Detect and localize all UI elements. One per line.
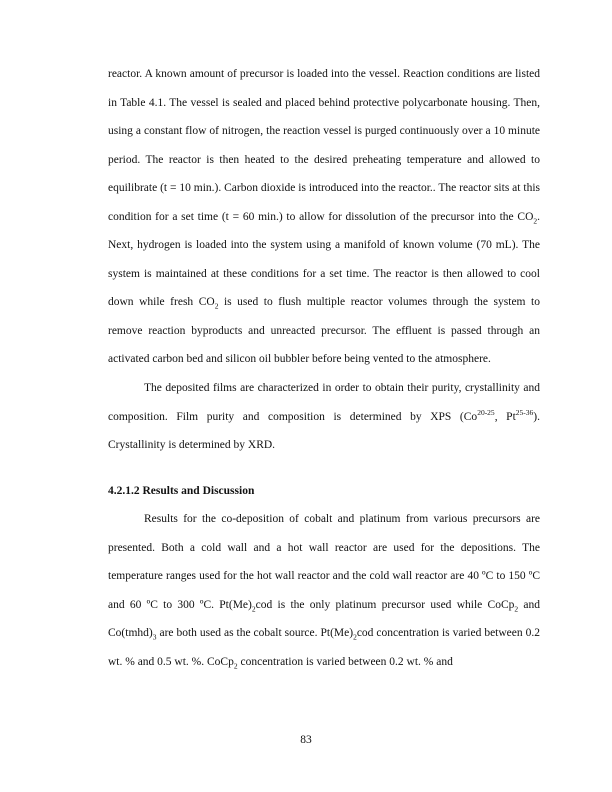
text-run: ). Crystallinity is determined by XRD.	[108, 410, 540, 452]
paragraph-results	[108, 505, 540, 676]
citation-superscript: 20-25	[477, 407, 495, 417]
subscript: 2	[514, 604, 519, 614]
text-run: is used to flush multiple reactor volumes through the system to remove reaction byproducts and unreacted precursor. The effluent is passed through an activated carbon bed and silicon oil bubbler before being vented to the atmosphere.	[108, 296, 540, 366]
text-run: are both used as the cobalt source. Pt(Me)	[156, 627, 354, 640]
text-run: and Co(tmhd)	[108, 598, 541, 640]
text-run: cod concentration is varied between 0.2 wt. % and 0.5 wt. %. CoCp	[108, 627, 540, 668]
subscript: 2	[214, 301, 219, 311]
paragraph-reactor-procedure	[108, 60, 540, 374]
subscript: 2	[251, 604, 256, 614]
subscript: 3	[152, 632, 157, 642]
subscript: 2	[353, 632, 357, 642]
section-heading: 4.2.1.2 Results and Discussion	[108, 484, 255, 497]
subscript: 2	[533, 216, 538, 226]
paragraph-characterization	[108, 374, 540, 460]
text-run: The deposited films are characterized in order to obtain their purity, crystallinity and composition. Film purity and composition is determined by XPS (Co	[108, 382, 540, 423]
text-run: , Pt	[494, 410, 516, 423]
text-run: cod is the only platinum precursor used while CoCp	[255, 598, 515, 611]
text-run: . Next, hydrogen is loaded into the system using a manifold of known volume (70 mL). The system is maintained at these conditions for a set time. The reactor is then allowed to cool down while fresh CO	[108, 210, 540, 309]
citation-superscript: 25-36	[515, 407, 534, 417]
text-run: reactor. A known amount of precursor is loaded into the vessel. Reaction conditions are listed in Table 4.1. The vessel is sealed and placed behind protective polycarbonate housing. Then, using a constant flow of nitrogen, the reaction vessel is purged continuously over a 10 minute period. The reactor is then heated to the desired preheating temperature and allowed to equilibrate (t = 10 min.). Carbon dioxide is introduced into the reactor.. The reactor sits at this condition for a set time (t = 60 min.) to allow for dissolution of the precursor into the CO	[108, 68, 540, 223]
text-run: concentration is varied between 0.2 wt. % and	[237, 655, 453, 668]
subscript: 2	[233, 661, 238, 671]
text-run: Results for the co-deposition of cobalt and platinum from various precursors are presented. Both a cold wall and a hot wall reactor are used for the depositions. The temperature ranges used for the hot wall reactor and the cold wall reactor are 40 ºC to 150 ºC and 60 ºC to 300 ºC. Pt(Me)	[108, 513, 540, 611]
page-number: 83	[300, 734, 312, 746]
body-text	[108, 60, 540, 676]
